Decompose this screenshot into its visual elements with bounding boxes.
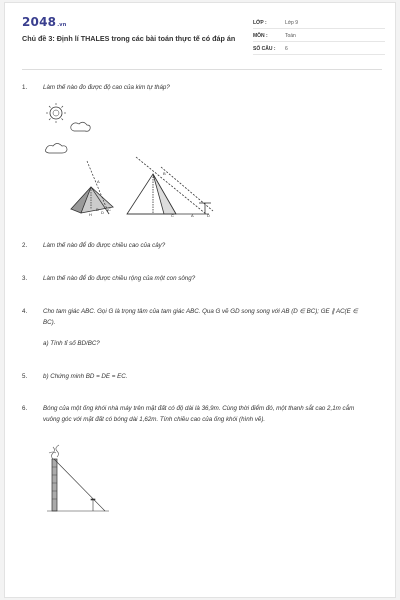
smoke-icon xyxy=(49,445,59,459)
meta-label: SỐ CÂU : xyxy=(253,45,276,52)
question-1 xyxy=(22,83,362,94)
pyramid-small xyxy=(71,161,113,214)
question-number: 4. xyxy=(22,308,28,315)
meta-value: Lớp 9 xyxy=(285,19,299,26)
question-text: Cho tam giác ABC. Gọi G là trọng tâm của tam giác ABC. Qua G vẽ GD song song với AB (D ∈ BC); GE ∥ AC(E ∈ BC). xyxy=(43,308,358,326)
label-h: H xyxy=(89,212,92,217)
label-c: C xyxy=(108,207,111,212)
label-big-b: B xyxy=(163,171,166,176)
meta-label: LỚP : xyxy=(253,19,267,26)
question-text: Làm thế nào đo được độ cao của kim tự tháp? xyxy=(43,84,170,91)
meta-row-subject xyxy=(253,30,385,42)
label-big-c: C xyxy=(171,213,174,218)
question-number: 2. xyxy=(22,242,28,249)
meta-row-class xyxy=(253,17,385,29)
site-logo[interactable] xyxy=(22,15,67,29)
question-6 xyxy=(22,404,362,425)
question-text: Bóng của một ống khói nhà máy trên mặt đất có độ dài là 36,9m. Cùng thời điểm đó, một thanh sắt cao 2,1m cắm vuông góc với mặt đất có bóng dài 1,62m. Tính chiều cao của ống khói (hình vẽ). xyxy=(43,405,355,423)
cloud-icon xyxy=(45,122,90,153)
label-b: B xyxy=(96,207,99,212)
meta-value: 6 xyxy=(285,45,288,52)
meta-row-count xyxy=(253,43,385,55)
question-4-part-a: a) Tính tỉ số BD/BC? xyxy=(43,340,100,347)
meta-value: Toán xyxy=(285,32,296,39)
label-a: A xyxy=(97,179,100,184)
question-3 xyxy=(22,274,362,285)
label-big-d: D xyxy=(207,213,210,218)
label-big-a: A xyxy=(191,213,194,218)
sun-icon xyxy=(46,103,66,123)
question-number: 6. xyxy=(22,405,28,412)
question-4 xyxy=(22,307,362,328)
question-number: 5. xyxy=(22,373,28,380)
question-text: Làm thế nào để đo được chiều cao của cây? xyxy=(43,242,166,249)
label-d: D xyxy=(101,210,104,215)
meta-label: MÔN : xyxy=(253,32,268,39)
pyramid-figure xyxy=(41,99,221,224)
page-title: Chủ đề 3: Định lí THALES trong các bài toán thực tế có đáp án xyxy=(22,34,236,43)
question-number: 3. xyxy=(22,275,28,282)
question-5 xyxy=(22,372,362,383)
pyramid-big xyxy=(127,157,213,214)
question-text: Làm thế nào để đo được chiều rộng của một con sông? xyxy=(43,275,196,282)
chimney xyxy=(52,459,57,511)
chimney-figure xyxy=(43,443,113,515)
logo-suffix: .vn xyxy=(57,22,67,28)
question-text: b) Chứng minh BD = DE = EC. xyxy=(43,373,128,380)
worksheet-page xyxy=(4,2,396,598)
question-number: 1. xyxy=(22,84,28,91)
question-2 xyxy=(22,241,362,252)
logo-text: 2048 xyxy=(22,15,57,29)
meta-table xyxy=(253,17,385,56)
header-divider xyxy=(22,69,382,70)
